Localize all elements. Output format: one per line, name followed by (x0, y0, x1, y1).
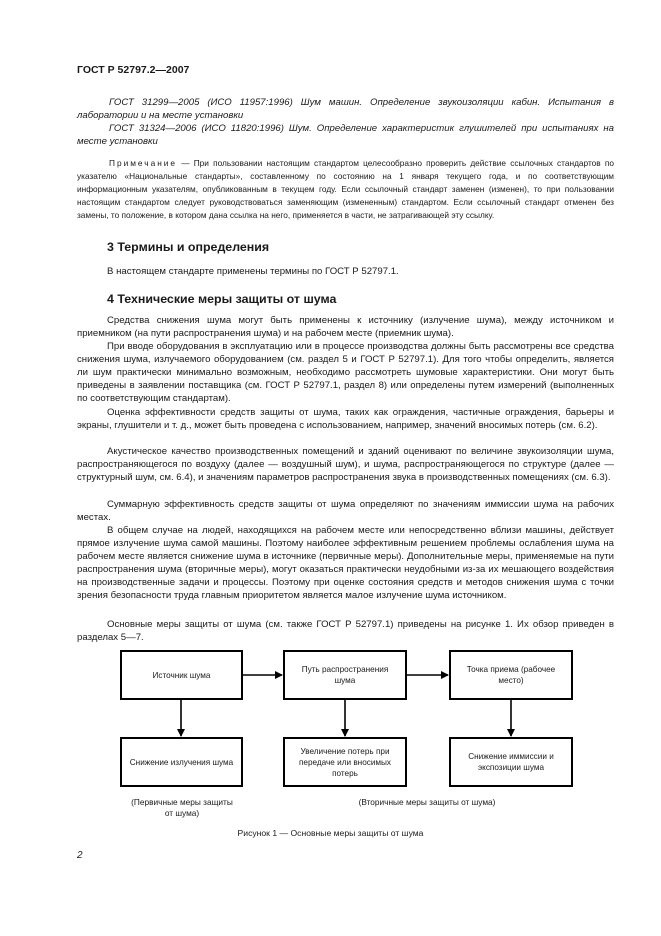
section-4-paragraph: При вводе оборудования в эксплуатацию или в процессе производства должны быть рассмотрены все средства снижения шума, излучаемого оборудованием (см. раздел 5 и ГОСТ Р 52797.1). Для того чтобы определить, является ли шум практически минимально возможным, необходимо рассмотреть шумовые характеристики. Они могут быть приведены в заявлении поставщика (см. ГОСТ Р 52797.1, раздел 8) или определены путем измерений (выполненных по соответствующим стандартам). (77, 341, 614, 405)
reference-item: ГОСТ 31324—2006 (ИСО 11820:1996) Шум. Определение характеристик глушителей при испытаниях на месте установки (77, 123, 614, 147)
section-4-paragraph: Средства снижения шума могут быть применены к источнику (излучение шума), между источником и приемником (на пути распространения шума) и на рабочем месте (приемник шума). (77, 315, 614, 340)
secondary-measures-caption: (Вторичные меры защиты от шума) (358, 797, 496, 807)
page-number: 2 (77, 850, 83, 861)
section-4-paragraph: Основные меры защиты от шума (см. также ГОСТ Р 52797.1) приведены на рисунке 1. Их обзор приведен в разделах 5—7. (77, 619, 614, 644)
section-4-paragraph: В общем случае на людей, находящихся на рабочем месте или непосредственно вблизи машины, действует прямое излучение шума самой машины. Поэтому наиболее эффективным решением проблемы ослабления шума на рабочем месте является снижение шума в источнике (первичные меры). Дополнительные меры, применяемые на пути распространения шума (вторичные меры), могут оказаться практически неудобными из-за их мешающего воздействия на производственные задачи и процессы. Поэтому при оценке состояния средств и методов снижения шума с точки зрения безопасности труда главным приоритетом является малое излучение шума источником. (77, 525, 614, 602)
section-4-paragraph: Суммарную эффективность средств защиты от шума определяют по значениям иммиссии шума на рабочих местах. (77, 499, 614, 524)
note-label: Примечание (109, 158, 178, 168)
transmission-loss-box: Увеличение потерь при передаче или вносимых потерь (283, 737, 407, 787)
document-header: ГОСТ Р 52797.2—2007 (77, 64, 190, 76)
noise-source-box: Источник шума (120, 650, 243, 700)
section-4-paragraph: Акустическое качество производственных помещений и зданий оценивают по величине звукоизоляции шума, распространяющегося по воздуху (далее — воздушный шум), и шума, распространяющегося по структуре (далее — структурный шум, см. 6.4), и значениям параметров распространения звука в производственных помещениях (см. 6.3). (77, 446, 614, 484)
propagation-path-box: Путь распространения шума (283, 650, 407, 700)
note-text: — При пользовании настоящим стандартом целесообразно проверить действие ссылочных стандартов по указателю «Национальные стандарты», составленному по состоянию на 1 января текущего года, и по соответствующим информационным указателям, опубликованным в текущем году. Если ссылочный стандарт заменен (изменен), то при пользовании настоящим стандартом следует руководствоваться заменяющим (измененным) стандартом. Если ссылочный стандарт отменен без замены, то положение, в котором дана ссылка на него, применяется в части, не затрагивающей эту ссылку. (77, 158, 614, 220)
figure-caption: Рисунок 1 — Основные меры защиты от шума (237, 828, 424, 838)
section-3-text: В настоящем стандарте применены термины по ГОСТ Р 52797.1. (107, 266, 399, 277)
section-4-heading: 4 Технические меры защиты от шума (107, 292, 337, 306)
section-4-paragraph: Оценка эффективности средств защиты от шума, таких как ограждения, частичные ограждения, барьеры и экраны, глушители и т. д., может быть проведена с использованием, например, значений вносимых потерь (см. 6.2). (77, 407, 614, 432)
section-3-heading: 3 Термины и определения (107, 240, 270, 254)
emission-reduction-box: Снижение излучения шума (120, 737, 243, 787)
reception-point-box: Точка приема (рабочее место) (449, 650, 573, 700)
immission-reduction-box: Снижение иммиссии и экспозиции шума (449, 737, 573, 787)
reference-item: ГОСТ 31299—2005 (ИСО 11957:1996) Шум машин. Определение звукоизоляции кабин. Испытания в лаборатории и на месте установки (77, 97, 614, 121)
primary-measures-caption: (Первичные меры защиты от шума) (131, 797, 233, 818)
